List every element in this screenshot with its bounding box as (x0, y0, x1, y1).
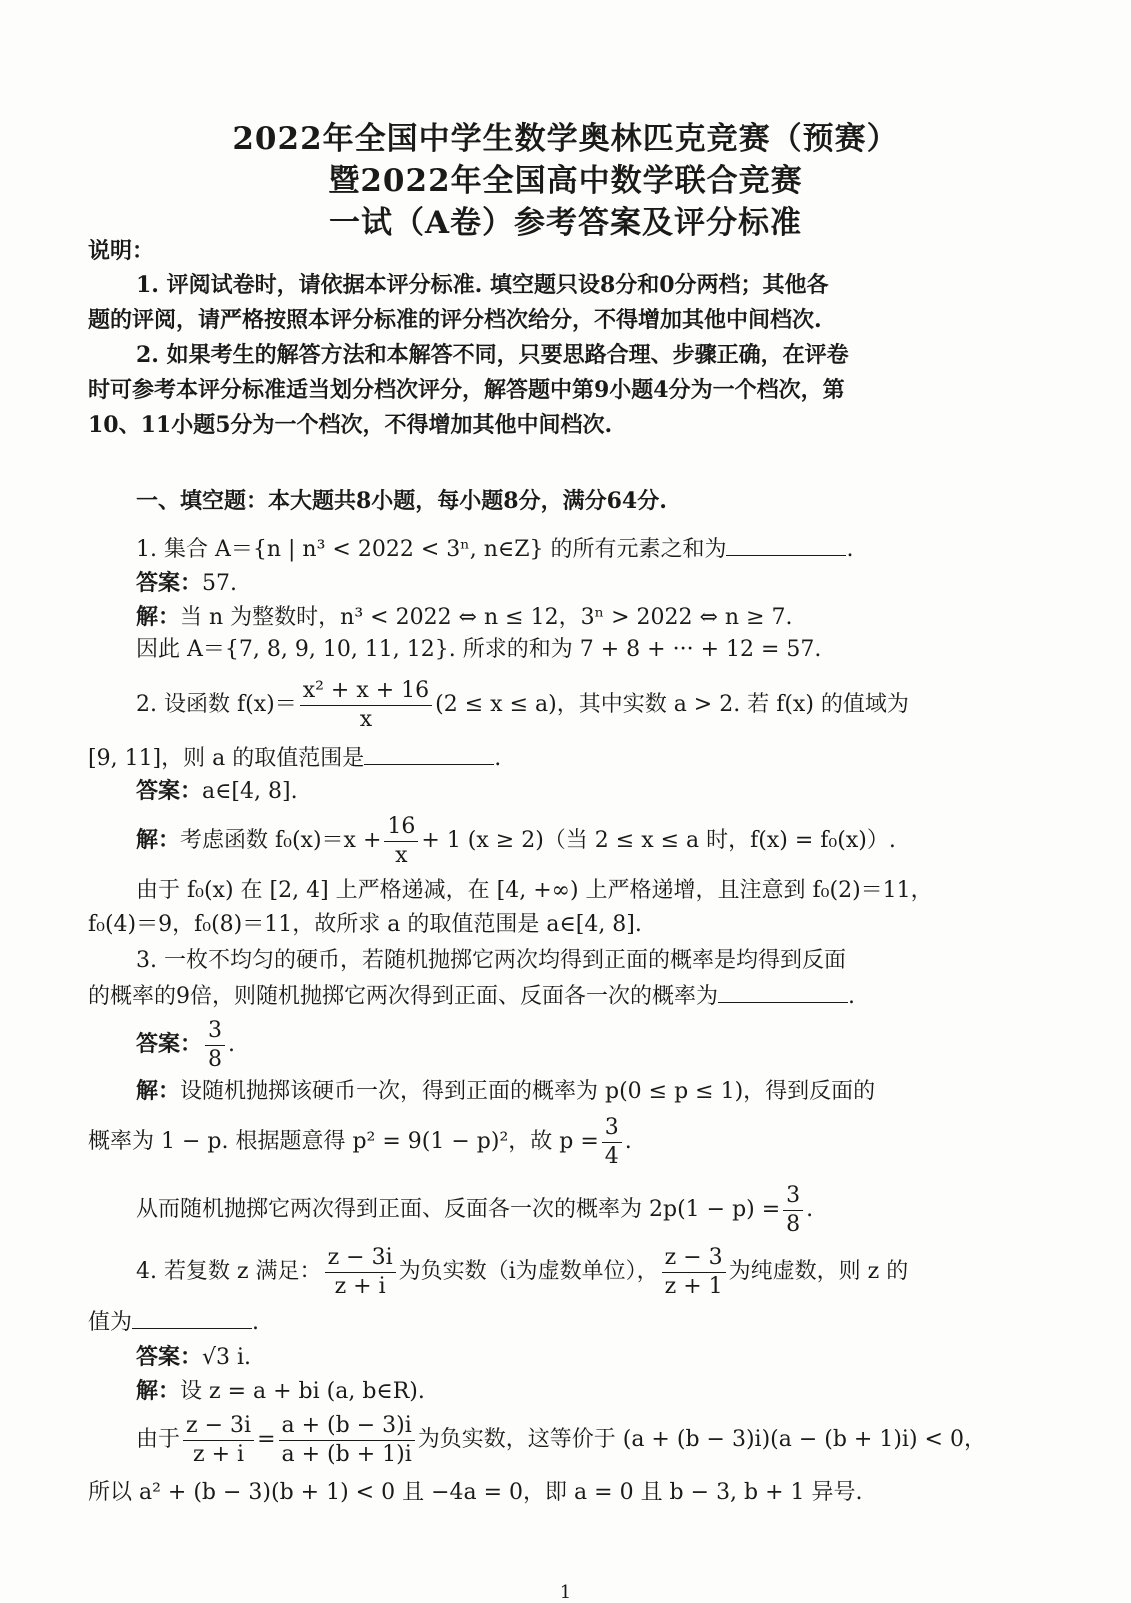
q3-p-denominator: 4 (604, 1143, 619, 1169)
q4-fraction-2-denominator: z + 1 (664, 1273, 723, 1299)
q3-answer-fraction (205, 1017, 225, 1074)
q3-result-denominator: 8 (786, 1211, 801, 1237)
q2-question-line-2-text: [9, 11]，则 a 的取值范围是 (88, 746, 365, 771)
q1-answer-value: 57. (202, 571, 238, 596)
q2-solution-numerator: 16 (384, 813, 418, 842)
q2-question-pre: 2. 设函数 f(x)＝ (136, 692, 297, 717)
q2-answer-value: a∈[4, 8]. (202, 779, 298, 804)
q2-solution-fraction (384, 813, 418, 870)
q4-solution-text-1: 设 z = a + bi (a, b∈R). (180, 1379, 425, 1404)
solution-label: 解： (136, 827, 181, 853)
q4-answer-value: √3 i. (202, 1345, 252, 1370)
q1-solution-line-1 (136, 602, 793, 633)
q4-question-mid: 为负实数（i为虚数单位）， (398, 1259, 659, 1284)
q3-answer-numerator: 3 (205, 1017, 225, 1046)
q4-question-line-2-text: 值为 (88, 1310, 133, 1335)
q2-solution-line-2: 由于 f₀(x) 在 [2, 4] 上严格递减，在 [4, +∞) 上严格递增，且注意到 f₀(2)＝11， (136, 878, 933, 903)
q2-solution-post: + 1 (x ≥ 2)（当 2 ≤ x ≤ a 时，f(x) = f₀(x)）. (421, 828, 896, 853)
q4-solution-fraction-2-denominator: a + (b + 1)i (281, 1441, 412, 1467)
q4-solution-pre: 由于 (136, 1427, 181, 1452)
note-2-line-2: 时可参考本评分标准适当划分档次评分，解答题中第9小题4分为一个档次，第 (88, 377, 845, 403)
q4-solution-fraction-2-numerator: a + (b − 3)i (279, 1412, 415, 1441)
q4-fraction-1-numerator: z − 3i (325, 1244, 396, 1273)
note-1-line-1: 1. 评阅试卷时，请依据本评分标准. 填空题只设8分和0分两档；其他各 (136, 272, 829, 298)
q4-answer-blank (132, 1306, 252, 1329)
q1-solution-text-1: 当 n 为整数时，n³ < 2022 ⇔ n ≤ 12，3ⁿ > 2022 ⇔ n ≥ 7. (180, 605, 793, 630)
note-2-line-3: 10、11小题5分为一个档次，不得增加其他中间档次. (88, 412, 613, 438)
q4-answer (136, 1342, 251, 1373)
q3-result-fraction (783, 1182, 803, 1239)
q2-question-line-2: [9, 11]，则 a 的取值范围是 . (88, 742, 501, 774)
q2-answer (136, 776, 298, 807)
q1-question-text: 1. 集合 A＝{n | n³ < 2022 < 3ⁿ, n∈Z} 的所有元素之和为 (136, 537, 727, 562)
title-line-3: 一试（A卷）参考答案及评分标准 (328, 205, 803, 241)
answer-label: 答案： (136, 1031, 203, 1057)
section-1-heading: 一、填空题：本大题共8小题，每小题8分，满分64分. (136, 488, 667, 514)
q1-answer (136, 568, 237, 599)
q2-solution-pre: 考虑函数 f₀(x)＝x + (180, 828, 382, 853)
q3-solution-line-2-text: 概率为 1 − p. 根据题意得 p² = 9(1 − p)²，故 p = (88, 1129, 599, 1154)
answer-label: 答案： (136, 1344, 203, 1370)
q4-solution-post: 为负实数，这等价于 (a + (b − 3)i)(a − (b + 1)i) < 0， (417, 1427, 986, 1452)
q4-solution-line-3: 所以 a² + (b − 3)(b + 1) < 0 且 −4a = 0，即 a = 0 且 b − 3, b + 1 异号. (88, 1480, 863, 1505)
q3-question-line-1: 3. 一枚不均匀的硬币，若随机抛掷它两次均得到正面的概率是均得到反面 (136, 948, 846, 973)
q4-solution-fraction-2 (279, 1412, 415, 1469)
answer-label: 答案： (136, 570, 203, 596)
note-2-line-1: 2. 如果考生的解答方法和本解答不同，只要思路合理、步骤正确，在评卷 (136, 342, 849, 368)
page-number: 1 (559, 1582, 572, 1603)
q2-fraction-denominator: x (359, 706, 373, 732)
q1-question: 1. 集合 A＝{n | n³ < 2022 < 3ⁿ, n∈Z} 的所有元素之和为 . (136, 533, 853, 565)
solution-label: 解： (136, 1378, 181, 1404)
q3-solution-line-3: 从而随机抛掷它两次得到正面、反面各一次的概率为 2p(1 − p) = $\frac{3}{8}$ . (136, 1182, 814, 1237)
q3-p-numerator: 3 (602, 1114, 622, 1143)
note-1-line-2: 题的评阅，请严格按照本评分标准的评分档次给分，不得增加其他中间档次. (88, 307, 822, 333)
q4-question-post: 为纯虚数，则 z 的 (728, 1259, 909, 1284)
q4-solution-fraction-1-denominator: z + i (193, 1441, 245, 1467)
q2-solution-line-1 (136, 810, 896, 871)
q3-answer-blank (718, 980, 848, 1003)
q3-question-line-2-text: 的概率的9倍，则随机抛掷它两次得到正面、反面各一次的概率为 (88, 984, 718, 1009)
q4-solution-line-1 (136, 1376, 425, 1407)
q4-solution-fraction-1-numerator: z − 3i (183, 1412, 254, 1441)
q3-solution-line-1 (136, 1076, 875, 1107)
notes-heading: 说明： (88, 238, 155, 264)
q3-solution-line-3-text: 从而随机抛掷它两次得到正面、反面各一次的概率为 2p(1 − p) = (136, 1197, 781, 1222)
q4-question-pre: 4. 若复数 z 满足： (136, 1259, 322, 1284)
q3-answer: 答案： $\frac{3}{8}$ . (136, 1017, 236, 1072)
q1-answer-blank (726, 533, 846, 556)
q4-fraction-1-denominator: z + i (334, 1273, 386, 1299)
answer-label: 答案： (136, 778, 203, 804)
q4-question-line-2: 值为 . (88, 1306, 259, 1338)
q3-solution-line-2: 概率为 1 − p. 根据题意得 p² = 9(1 − p)²，故 p = $\frac{3}{4}$ . (88, 1114, 632, 1169)
q2-fraction-numerator: x² + x + 16 (300, 677, 432, 706)
q3-solution-text-1: 设随机抛掷该硬币一次，得到正面的概率为 p(0 ≤ p ≤ 1)，得到反面的 (180, 1079, 876, 1104)
q4-solution-fraction-1 (183, 1412, 254, 1469)
q2-answer-blank (364, 742, 494, 765)
q4-solution-line-2: 由于 $\frac{z - 3i}{z + i}$ = $\frac{a + (b - 3)i}{a + (b + 1)i}$ 为负实数，这等价于 (a + (b − 3)i)(a − (b + 1)i) < 0， (136, 1412, 986, 1467)
q3-question-line-2: 的概率的9倍，则随机抛掷它两次得到正面、反面各一次的概率为 . (88, 980, 855, 1012)
solution-label: 解： (136, 1078, 181, 1104)
q2-function-fraction (300, 677, 432, 734)
q4-fraction-2 (662, 1244, 726, 1301)
q2-solution-line-3: f₀(4)＝9，f₀(8)＝11，故所求 a 的取值范围是 a∈[4, 8]. (88, 912, 642, 937)
q3-result-numerator: 3 (783, 1182, 803, 1211)
q4-fraction-2-numerator: z − 3 (662, 1244, 726, 1273)
solution-label: 解： (136, 604, 181, 630)
q3-answer-denominator: 8 (208, 1046, 223, 1072)
q3-p-fraction (602, 1114, 622, 1171)
title-line-2: 暨2022年全国高中数学联合竞赛 (328, 163, 803, 199)
q1-solution-line-2: 因此 A＝{7, 8, 9, 10, 11, 12}. 所求的和为 7 + 8 + ··· + 12 = 57. (136, 637, 822, 662)
q2-solution-denominator: x (395, 842, 408, 868)
q2-question-line-1 (136, 675, 909, 735)
title-line-1: 2022年全国中学生数学奥林匹克竞赛（预赛） (232, 121, 899, 157)
q4-fraction-1 (325, 1244, 396, 1301)
q4-question-line-1 (136, 1242, 908, 1302)
q2-question-post: (2 ≤ x ≤ a)，其中实数 a > 2. 若 f(x) 的值域为 (435, 692, 909, 717)
